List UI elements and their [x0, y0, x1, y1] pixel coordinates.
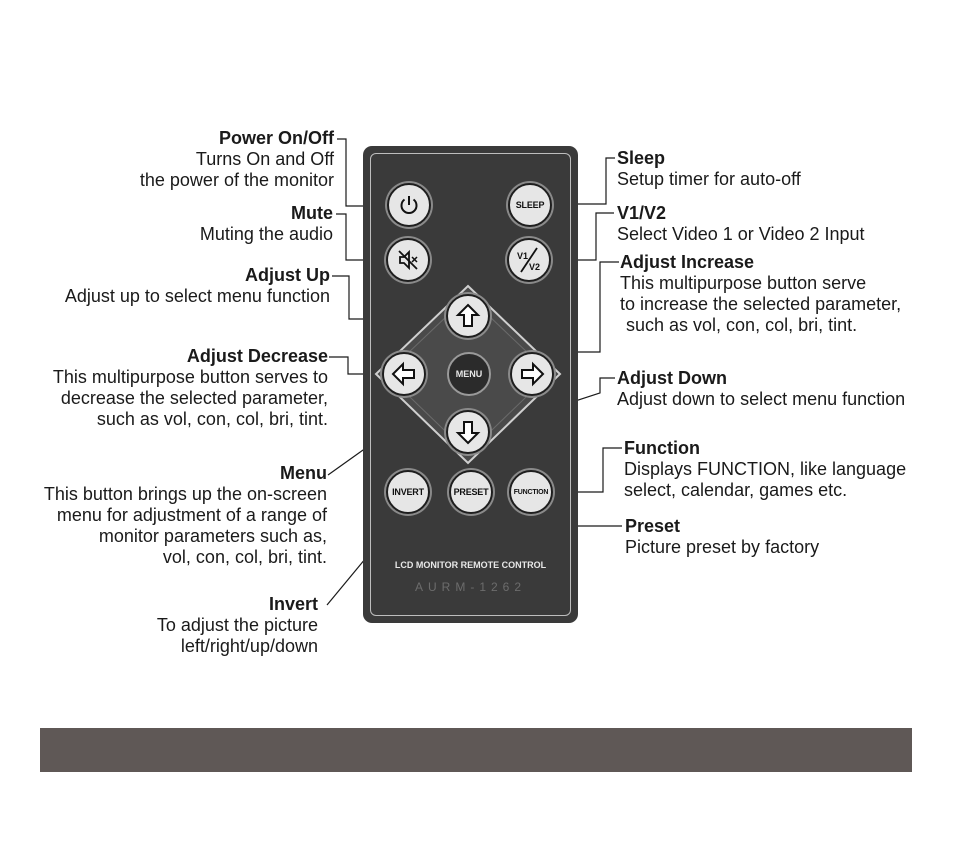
callout-desc: the power of the monitor	[139, 170, 334, 190]
adjust-up-button[interactable]	[446, 294, 490, 338]
callout-desc: Turns On and Off	[195, 149, 334, 169]
invert-button[interactable]	[386, 470, 430, 514]
mute-icon	[395, 247, 421, 273]
callout-desc: such as vol, con, col, bri, tint.	[626, 315, 858, 335]
mute-button[interactable]	[386, 238, 430, 282]
callout-title: V1/V2	[617, 203, 667, 223]
callout-adjust-up	[65, 265, 330, 307]
arrow-left-icon	[390, 360, 418, 388]
callout-desc: such as vol, con, col, bri, tint.	[96, 409, 328, 429]
callout-title: Function	[624, 438, 700, 458]
v2-label: V2	[529, 262, 541, 272]
callout-desc: Picture preset by factory	[625, 537, 820, 557]
function-button-label: FUNCTION	[513, 488, 549, 496]
callout-title: Mute	[291, 203, 333, 223]
callout-sleep	[617, 148, 801, 190]
callout-desc: to increase the selected parameter,	[620, 294, 902, 314]
callout-desc: left/right/up/down	[180, 636, 318, 656]
callout-v1v2	[617, 203, 865, 245]
power-button[interactable]	[387, 183, 431, 227]
callout-desc: This multipurpose button serve	[620, 273, 867, 293]
footer-bar	[40, 728, 912, 772]
callout-title: Invert	[268, 594, 318, 614]
callout-desc: Setup timer for auto-off	[617, 169, 801, 189]
preset-button[interactable]	[449, 470, 493, 514]
callout-power	[140, 128, 334, 191]
callout-title: Preset	[625, 516, 681, 536]
menu-button-label: MENU	[455, 369, 483, 379]
callout-title: Sleep	[617, 148, 666, 168]
invert-button-label: INVERT	[392, 487, 424, 497]
menu-button[interactable]	[447, 352, 491, 396]
callout-desc: Select Video 1 or Video 2 Input	[617, 224, 865, 244]
v1-label: V1	[517, 251, 529, 261]
callout-desc: Muting the audio	[199, 224, 333, 244]
adjust-increase-button[interactable]	[510, 352, 554, 396]
callout-desc: Adjust down to select menu function	[617, 389, 906, 409]
callout-title: Adjust Up	[245, 265, 330, 285]
callout-adjust-increase	[620, 252, 901, 336]
callout-title: Power On/Off	[218, 128, 334, 148]
v1v2-icon	[511, 242, 547, 278]
callout-desc: This button brings up the on-screen	[43, 484, 327, 504]
callout-title: Adjust Down	[617, 368, 727, 388]
sleep-button-label: SLEEP	[515, 200, 545, 210]
callout-title: Adjust Decrease	[186, 346, 328, 366]
callout-preset	[625, 516, 819, 558]
callout-desc: menu for adjustment of a range of	[56, 505, 327, 525]
v1v2-button[interactable]	[507, 238, 551, 282]
adjust-decrease-button[interactable]	[382, 352, 426, 396]
callout-desc: This multipurpose button serves to	[52, 367, 328, 387]
callout-desc: vol, con, col, bri, tint.	[162, 547, 327, 567]
callout-mute	[200, 203, 333, 245]
callout-desc: To adjust the picture	[156, 615, 318, 635]
function-button[interactable]	[509, 470, 553, 514]
adjust-down-button[interactable]	[446, 410, 490, 454]
callout-function	[624, 438, 906, 501]
callout-adjust-down	[617, 368, 905, 410]
arrow-down-icon	[454, 418, 482, 446]
callout-desc: select, calendar, games etc.	[624, 480, 848, 500]
callout-invert	[157, 594, 318, 657]
power-icon	[397, 193, 421, 217]
sleep-button[interactable]	[508, 183, 552, 227]
callout-desc: Adjust up to select menu function	[64, 286, 330, 306]
callout-title: Adjust Increase	[620, 252, 755, 272]
arrow-up-icon	[454, 302, 482, 330]
callout-desc: Displays FUNCTION, like language	[624, 459, 907, 479]
preset-button-label: PRESET	[453, 487, 489, 497]
remote-model: AURM-1262	[414, 580, 527, 594]
callout-title: Menu	[280, 463, 327, 483]
callout-menu	[44, 463, 327, 568]
remote-label: LCD MONITOR REMOTE CONTROL	[394, 560, 547, 570]
callout-adjust-decrease	[53, 346, 328, 430]
arrow-right-icon	[518, 360, 546, 388]
callout-desc: decrease the selected parameter,	[60, 388, 328, 408]
callout-desc: monitor parameters such as,	[98, 526, 327, 546]
